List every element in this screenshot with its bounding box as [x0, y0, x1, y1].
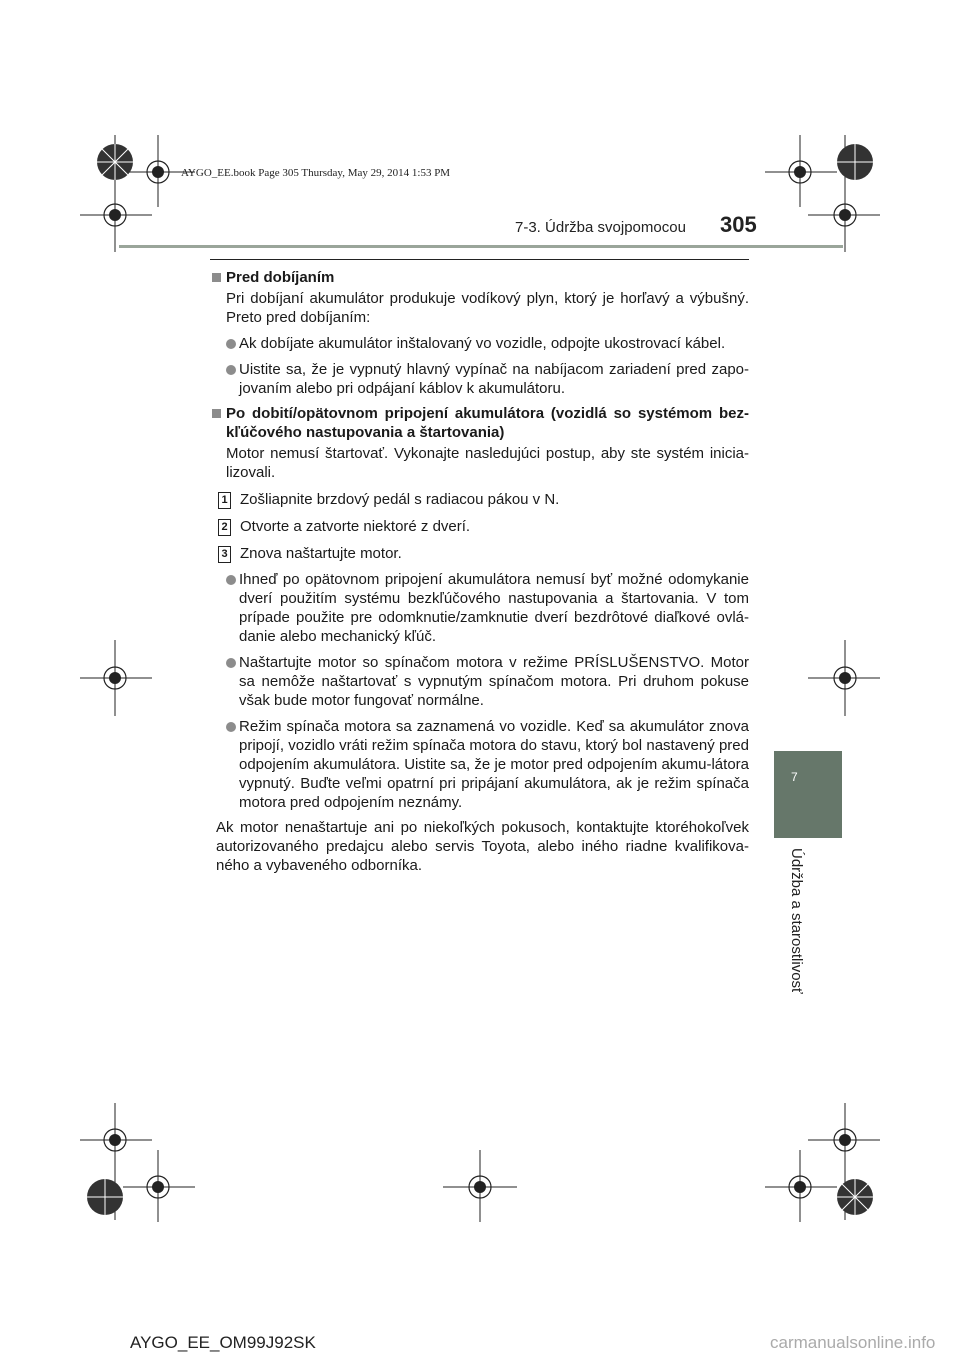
bullet-text: Naštartujte motor so spínačom motora v režime PRÍSLUŠENSTVO. Motor sa nemôže naštartovať s vypnutým spínačom motora. Pri druhom pokuse však bude motor fungovať normálne. — [239, 654, 749, 709]
round-bullet-icon — [226, 658, 236, 668]
step-number: 1 — [218, 492, 231, 509]
list-item — [211, 653, 749, 710]
heading-pre-charge — [211, 268, 749, 287]
round-bullet-icon — [226, 339, 236, 349]
header-rule — [119, 245, 843, 248]
list-item — [211, 570, 749, 646]
closing-paragraph: Ak motor nenaštartuje ani po niekoľkých pokusoch, kontaktujte ktoréhokoľvek autorizovaného predajcu alebo servis Toyota, alebo iného riadne kvalifikova-ného a vybaveného odborníka. — [216, 819, 749, 874]
list-item — [211, 360, 749, 398]
step-number: 2 — [218, 519, 231, 536]
round-bullet-icon — [226, 722, 236, 732]
heading-text: Pred dobíjaním — [226, 269, 335, 286]
step-text: Zošliapnite brzdový pedál s radiacou pákou v N. — [240, 491, 560, 508]
step-item — [211, 517, 749, 536]
round-bullet-icon — [226, 365, 236, 375]
square-bullet-icon — [212, 409, 221, 418]
step-text: Otvorte a zatvorte niektoré z dverí. — [240, 518, 471, 535]
step-item — [211, 490, 749, 509]
round-bullet-icon — [226, 575, 236, 585]
chapter-number: 7 — [791, 770, 798, 784]
bullet-text: Ihneď po opätovnom pripojení akumulátora nemusí byť možné odomykanie dverí použitím systému bezkľúčového nastupovania a štartovania. V tom prípade použite pre odomknutie/zamknutie dverí bezdrôtové diaľkové ovlá-danie alebo mechanický kľúč. — [239, 571, 749, 645]
heading-after-charge — [211, 404, 749, 442]
intro-paragraph: Pri dobíjaní akumulátor produkuje vodíkový plyn, ktorý je horľavý a výbušný. Preto pred dobíjaním: — [226, 290, 749, 326]
content-top-rule — [210, 259, 749, 260]
heading-text: Po dobití/opätovnom pripojení akumulátora (vozidlá so systémom bez-kľúčového nastupovania a štartovania) — [226, 405, 749, 441]
page-content — [211, 262, 749, 875]
section-title: 7-3. Údržba svojpomocou — [515, 219, 686, 236]
chapter-tab — [774, 751, 842, 838]
bullet-text: Ak dobíjate akumulátor inštalovaný vo vozidle, odpojte ukostrovací kábel. — [239, 335, 726, 352]
list-item — [211, 717, 749, 812]
watermark: carmanualsonline.info — [770, 1333, 936, 1352]
step-item — [211, 544, 749, 563]
square-bullet-icon — [212, 273, 221, 282]
bullet-text: Uistite sa, že je vypnutý hlavný vypínač na nabíjacom zariadení pred zapo-jovaním alebo pri odpájaní káblov k akumulátoru. — [239, 361, 749, 397]
step-text: Znova naštartujte motor. — [240, 545, 402, 562]
intro-paragraph: Motor nemusí štartovať. Vykonajte nasledujúci postup, aby ste systém inicia-lizovali. — [226, 445, 749, 481]
footer-code: AYGO_EE_OM99J92SK — [130, 1333, 316, 1352]
book-file-info: AYGO_EE.book Page 305 Thursday, May 29, 2014 1:53 PM — [181, 167, 451, 179]
chapter-label: Údržba a starostlivosť — [788, 848, 805, 994]
page-number: 305 — [720, 212, 757, 237]
step-number: 3 — [218, 546, 231, 563]
bullet-text: Režim spínača motora sa zaznamená vo vozidle. Keď sa akumulátor znova pripojí, vozidlo vráti režim spínača motora do stavu, ktorý bol nastavený pred odpojením akumulátora. Uistite sa, že je motor pred odpojením akumu-látora vypnutý. Buďte veľmi opatrní pri pripájaní akumulátora, ak je režim spínača motora pred odpojením neznámy. — [239, 718, 749, 811]
list-item — [211, 334, 749, 353]
